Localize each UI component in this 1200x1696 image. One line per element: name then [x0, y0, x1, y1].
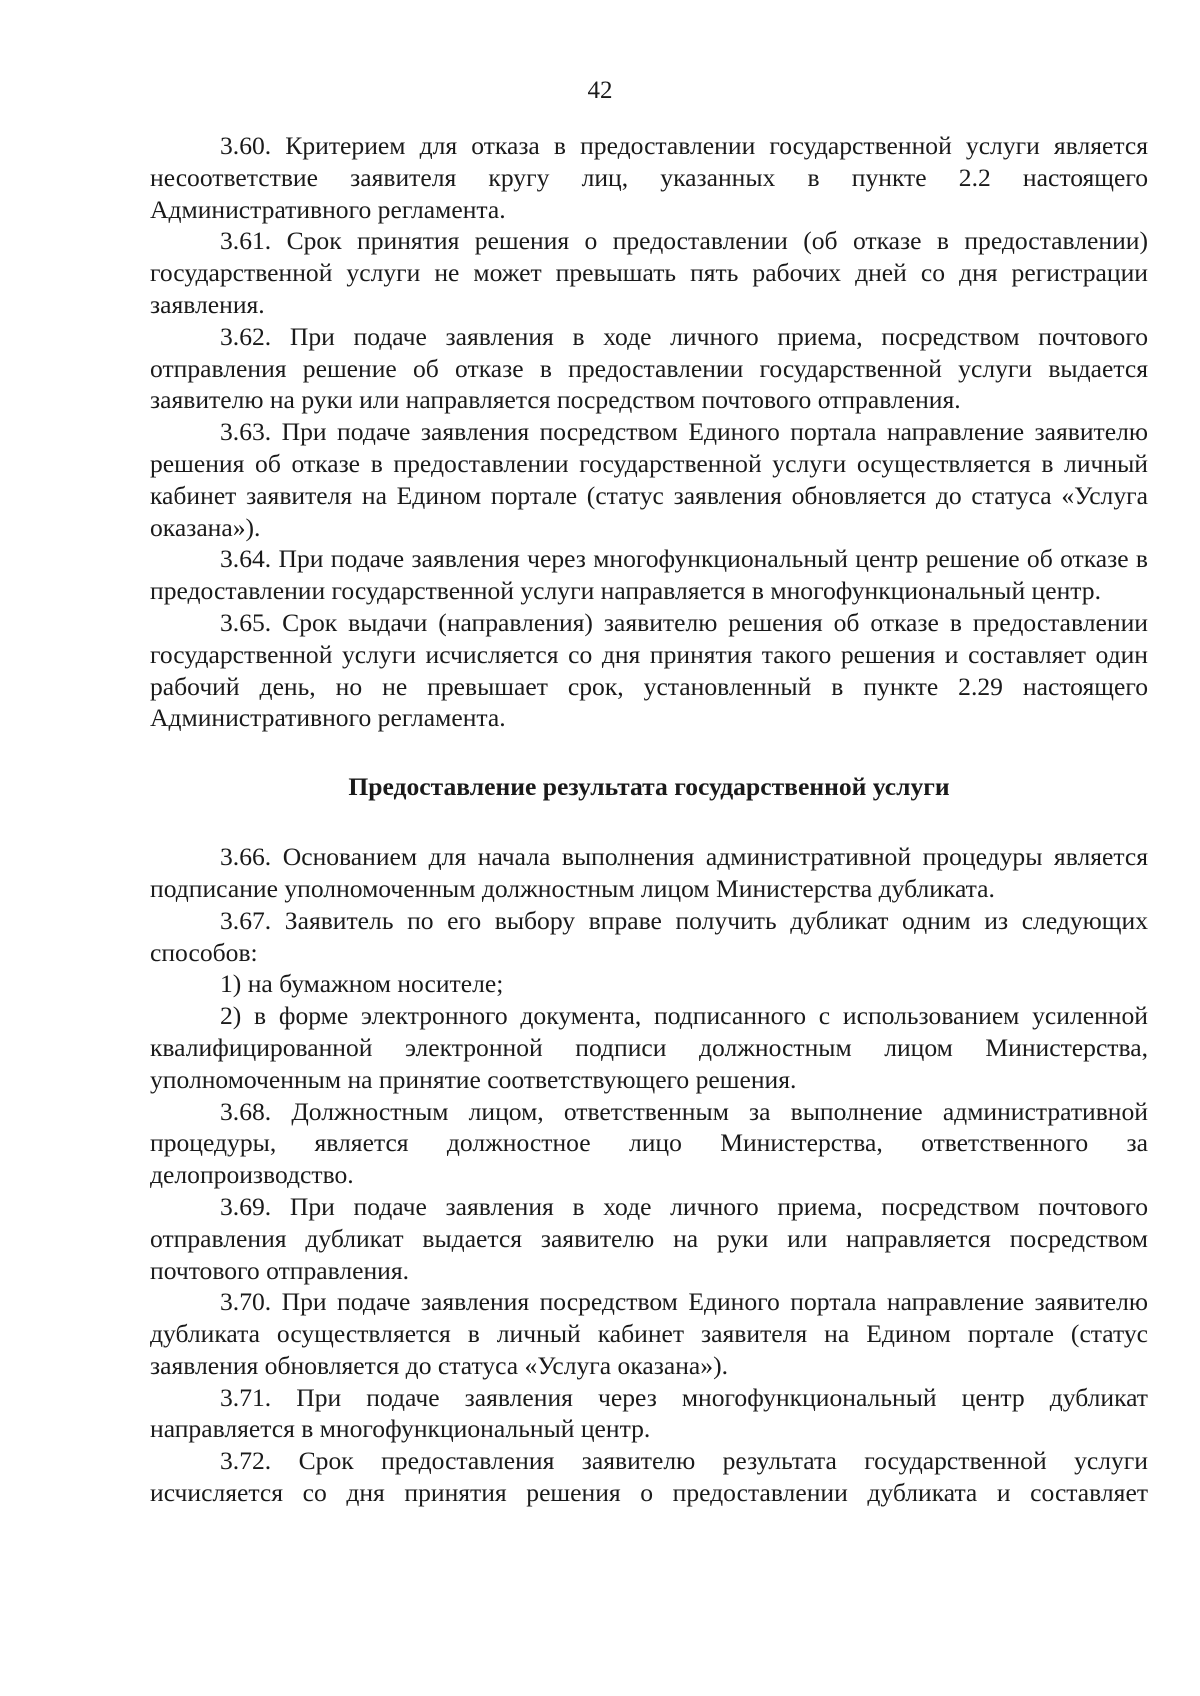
paragraph-3-63: 3.63. При подаче заявления посредством Единого портала направление заявителю решения об отказе в предоставлении государственной услуги осуществляется в личный кабинет заявителя на Едином портале (статус заявления обновляется до статуса «Услуга оказана»).	[150, 417, 1148, 542]
paragraph-3-64: 3.64. При подаче заявления через многофункциональный центр решение об отказе в предоставлении государственной услуги направляется в многофункциональный центр.	[150, 544, 1148, 606]
paragraph-3-70: 3.70. При подаче заявления посредством Единого портала направление заявителю дубликата осуществляется в личный кабинет заявителя на Едином портале (статус заявления обновляется до статуса «Услуга оказана»).	[150, 1287, 1148, 1380]
paragraph-3-60: 3.60. Критерием для отказа в предоставлении государственной услуги является несоответствие заявителя кругу лиц, указанных в пункте 2.2 настоящего Административного регламента.	[150, 131, 1148, 224]
document-body	[150, 130, 1148, 1509]
paragraph-3-68: 3.68. Должностным лицом, ответственным за выполнение административной процедуры, является должностное лицо Министерства, ответственного за делопроизводство.	[150, 1096, 1148, 1190]
section-heading: Предоставление результата государственной услуги	[348, 772, 950, 802]
paragraph-3-61: 3.61. Срок принятия решения о предоставлении (об отказе в предоставлении) государственной услуги не может превышать пять рабочих дней со дня регистрации заявления.	[150, 226, 1148, 319]
paragraph-3-65: 3.65. Срок выдачи (направления) заявителю решения об отказе в предоставлении государственной услуги исчисляется со дня принятия такого решения и составляет один рабочий день, но не превышает срок, установленный в пункте 2.29 настоящего Административного регламента.	[150, 607, 1148, 733]
paragraph-3-69: 3.69. При подаче заявления в ходе личного приема, посредством почтового отправления дубликат выдается заявителю на руки или направляется посредством почтового отправления.	[150, 1191, 1148, 1285]
page-number: 42	[587, 77, 613, 104]
paragraph-3-71: 3.71. При подаче заявления через многофункциональный центр дубликат направляется в многофункциональный центр.	[150, 1382, 1148, 1444]
paragraph-3-67: 3.67. Заявитель по его выбору вправе получить дубликат одним из следующих способов:	[150, 905, 1148, 967]
list-item-2: 2) в форме электронного документа, подписанного с использованием усиленной квалифицированной электронной подписи должностным лицом Министерства, уполномоченным на принятие соответствующего решения.	[150, 1001, 1148, 1094]
paragraph-3-66: 3.66. Основанием для начала выполнения административной процедуры является подписание уполномоченным должностным лицом Министерства дубликата.	[150, 842, 1148, 903]
list-item-1: 1) на бумажном носителе;	[220, 969, 504, 999]
paragraph-3-72: 3.72. Срок предоставления заявителю результата государственной услуги исчисляется со дня принятия решения о предоставлении дубликата и составляет	[150, 1446, 1148, 1508]
paragraph-3-62: 3.62. При подаче заявления в ходе личного приема, посредством почтового отправления решение об отказе в предоставлении государственной услуги выдается заявителю на руки или направляется посредством почтового отправления.	[150, 321, 1148, 415]
